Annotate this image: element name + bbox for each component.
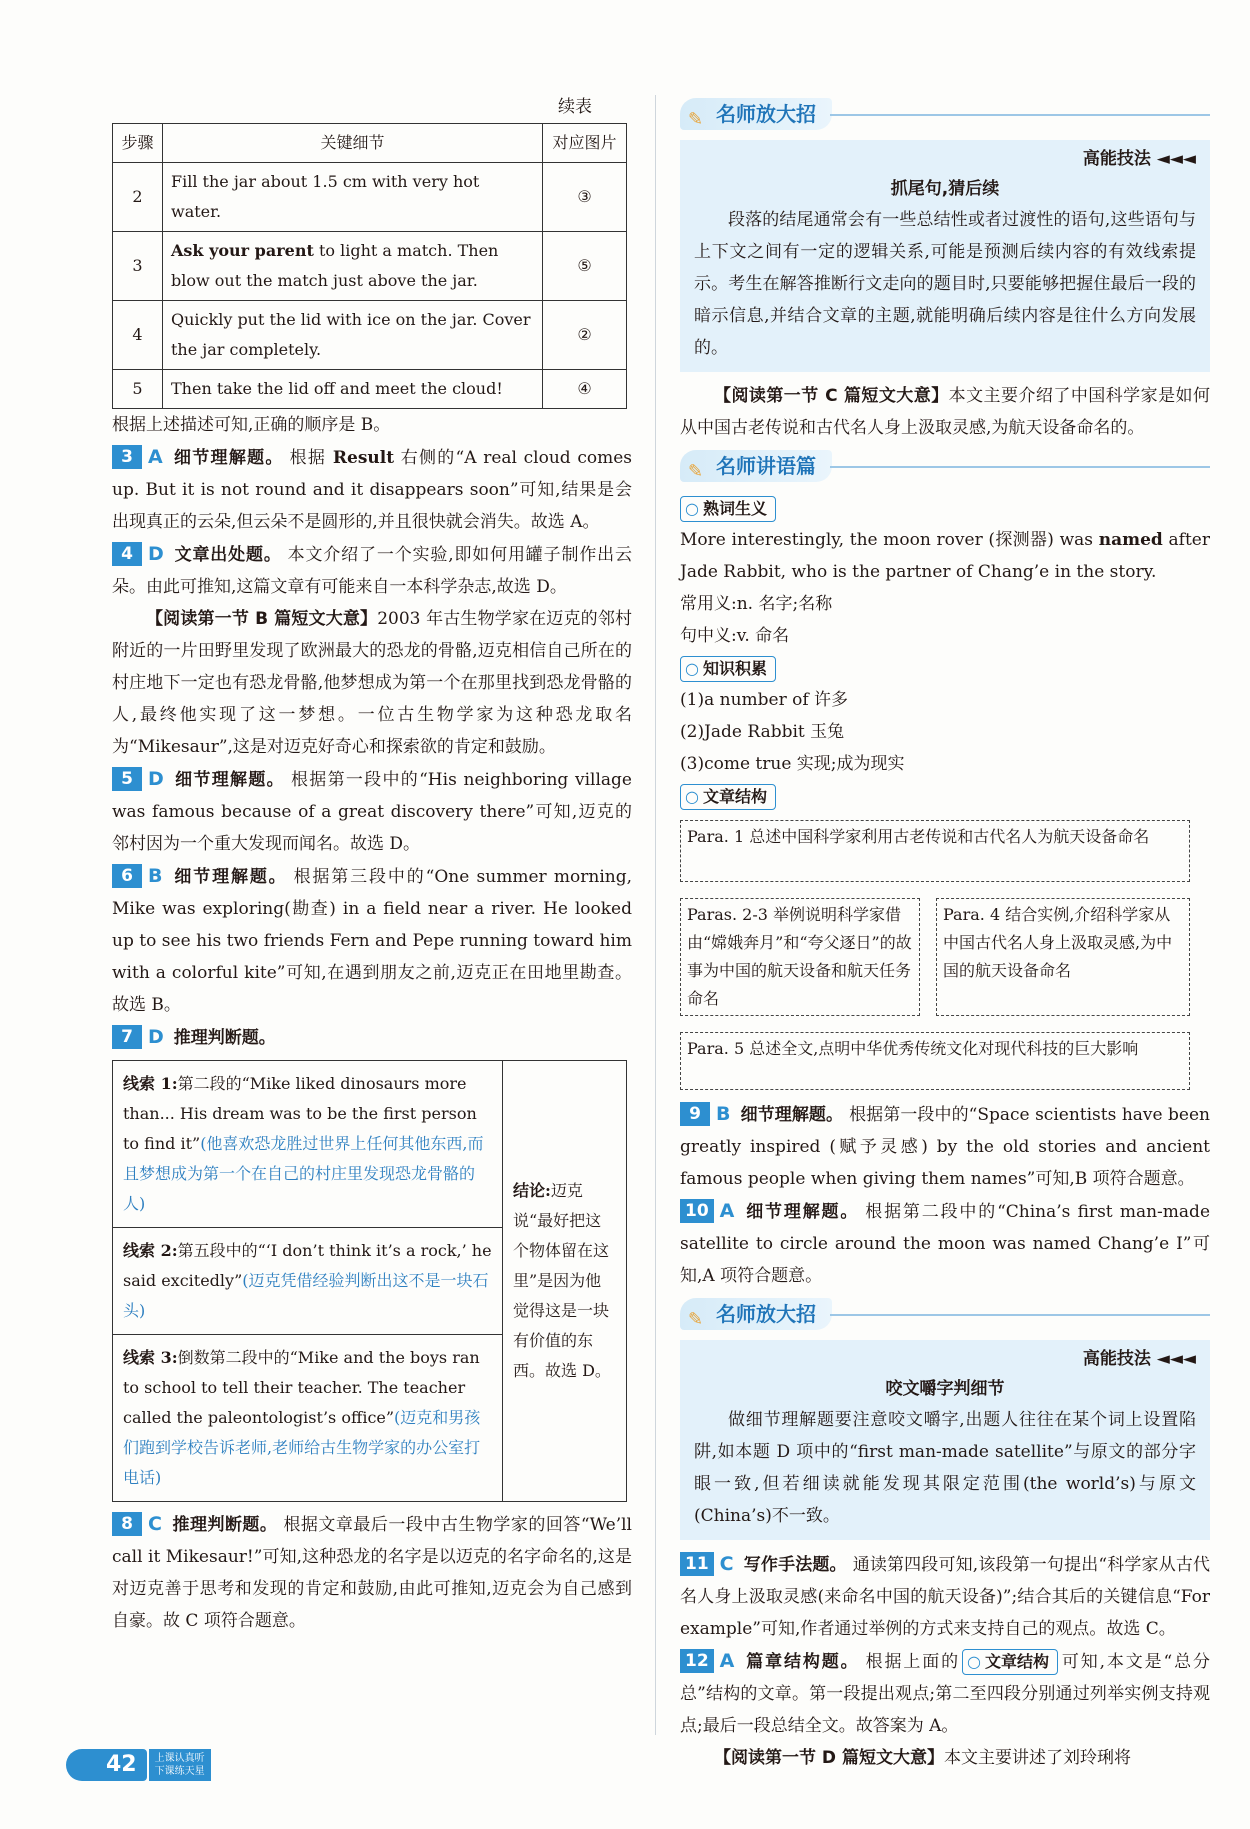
summary-heading: 【阅读第一节 B 篇短文大意】 — [146, 609, 378, 629]
search-icon: ○ — [685, 499, 699, 518]
sentence-text: after Jade Rabbit, who is the partner of Chang’e in the story. — [680, 530, 1210, 582]
clue-cell — [113, 1061, 503, 1228]
answer-7 — [112, 1021, 632, 1054]
picture-cell: ② — [543, 301, 627, 370]
vocab-sentence — [680, 524, 1210, 588]
clues-table — [112, 1060, 627, 1502]
skill-label: 高能技法 ◄◄◄ — [1082, 149, 1196, 169]
clue-row — [113, 1061, 627, 1228]
summary-text: 2003 年古生物学家在迈克的邻村附近的一片田野里发现了欧洲最大的恐龙的骨骼,迈克相信自己所在的村庄地下一定也有恐龙骨骼,他梦想成为第一个在那里找到恐龙骨骼的人,最终他实现了这一梦想。一位古生物学家为这种恐龙取名为“Mikesaur”,这是对迈克好奇心和探索欲的肯定和鼓励。 — [112, 609, 632, 757]
answer-letter: D — [148, 543, 164, 565]
step-cell: 5 — [113, 370, 163, 409]
answer-text: 根据第一段中的“Space scientists have been greatly inspired (赋予灵感) by the old stories and ancient famous people when giving them names”可知,B 项符合题意。 — [680, 1105, 1211, 1189]
clue-note: (迈克和男孩们跑到学校告诉老师,老师给古生物学家的办公室打电话) — [123, 1408, 481, 1487]
knowledge-item: (2)Jade Rabbit 玉兔 — [680, 722, 845, 742]
clue-label: 线索 3: — [123, 1348, 178, 1367]
step-cell: 2 — [113, 163, 163, 232]
question-number: 10 — [680, 1199, 714, 1223]
tag-label: 文章结构 — [702, 787, 767, 806]
para-2-3-box: Paras. 2-3 举例说明科学家借由“嫦娥奔月”和“夸父逐日”的故事为中国的航天设备和航天任务命名 — [680, 898, 920, 1016]
tip-banner — [680, 96, 1210, 134]
answer-text: 通读第四段可知,该段第一句提出“科学家从古代名人身上汲取灵感(来命名中国的航天设备)”;结合其后的关键信息“For example”可知,作者通过举例的方式来支持自己的观点。故选 C。 — [680, 1555, 1210, 1639]
structure-tag — [680, 784, 776, 810]
question-type: 细节理解题。 — [172, 448, 284, 468]
lecture-banner — [680, 448, 1210, 486]
answer-4 — [112, 538, 632, 603]
detail-cell — [163, 232, 543, 301]
picture-cell: ④ — [543, 370, 627, 409]
answer-text: 根据第一段中的“His neighboring village was famous because of a great discovery there”可知,迈克的邻村因为一个重大发现而闻名。故选 D。 — [112, 770, 632, 854]
summary-heading: 【阅读第一节 D 篇短文大意】 — [714, 1748, 944, 1768]
clue-label: 线索 1: — [123, 1074, 178, 1093]
sentence-bold: named — [1098, 530, 1163, 550]
answer-text: 根据 — [289, 448, 333, 468]
left-column — [112, 92, 632, 1637]
tag-label: 知识积累 — [702, 659, 767, 678]
table-continued-label: 续表 — [558, 97, 592, 117]
question-number: 3 — [112, 445, 142, 469]
question-type: 细节理解题。 — [172, 867, 288, 887]
question-number: 11 — [680, 1552, 714, 1576]
tag-label: 文章结构 — [984, 1652, 1049, 1671]
answer-text: 根据第三段中的“One summer morning, Mike was exploring(勘查) in a field near a river. He looked up to see his two friends Fern and Pepe running toward him with a colorful kite”可知,在遇到朋友之前,迈克正在田地里勘查。故选 B。 — [112, 867, 633, 1015]
question-number: 7 — [112, 1025, 142, 1049]
page-footer — [66, 1749, 211, 1789]
answer-text: 根据文章最后一段中古生物学家的回答“We’ll call it Mikesaur!”可知,这种恐龙的名字是以迈克的名字命名的,这是对迈克善于思考和发现的肯定和鼓励,由此可推知,迈克会为自己感到自豪。故 C 项符合题意。 — [112, 1515, 632, 1631]
search-icon: ○ — [685, 659, 699, 678]
detail-text: Fill the jar about 1.5 cm with very hot water. — [171, 172, 480, 221]
answer-letter: D — [148, 1026, 164, 1048]
question-type: 推理判断题。 — [173, 1028, 276, 1048]
lecture-section — [680, 492, 1210, 1090]
answer-text: 根据第二段中的“China’s first man-made satellite to circle around the moon was named Chang’e I”可知,A 项符合题意。 — [680, 1202, 1211, 1286]
knowledge-tag — [680, 656, 776, 682]
summary-c — [680, 380, 1210, 444]
answer-letter: C — [148, 1513, 162, 1535]
knowledge-item: (3)come true 实现;成为现实 — [680, 754, 905, 774]
banner-tag — [680, 1298, 832, 1330]
sentence-text: More interestingly, the moon rover (探测器) was — [680, 530, 1099, 550]
question-number: 9 — [680, 1102, 710, 1126]
tag-label: 熟词生义 — [702, 499, 767, 518]
page-number: 42 — [66, 1749, 147, 1781]
detail-text: Quickly put the lid with ice on the jar. Cover the jar completely. — [171, 310, 531, 359]
summary-text: 本文主要讲述了刘玲琍将 — [943, 1748, 1131, 1768]
question-number: 6 — [112, 864, 142, 888]
question-type: 细节理解题。 — [173, 770, 285, 790]
answer-12 — [680, 1645, 1210, 1742]
banner-label: 名师讲语篇 — [716, 454, 816, 478]
clue-text: 第二段的“Mike liked dinosaurs more than... His dream was to be the first person to find it” — [123, 1074, 477, 1153]
picture-cell: ⑤ — [543, 232, 627, 301]
banner-line — [830, 114, 1210, 116]
common-meaning: 常用义:n. 名字;名称 — [680, 594, 833, 614]
question-type: 细节理解题。 — [744, 1202, 860, 1222]
table-row — [113, 163, 627, 232]
question-number: 8 — [112, 1512, 142, 1536]
clue-cell — [113, 1228, 503, 1335]
table-row — [113, 301, 627, 370]
table-header: 步骤 — [113, 124, 163, 163]
banner-tag — [680, 450, 832, 482]
question-type: 推理判断题。 — [171, 1515, 278, 1535]
slogan-line: 上课认真听 — [154, 1753, 205, 1764]
picture-cell: ③ — [543, 163, 627, 232]
question-type: 细节理解题。 — [740, 1105, 844, 1125]
answer-9 — [680, 1098, 1210, 1195]
answer-letter: C — [719, 1553, 734, 1575]
structure-tag-inline — [962, 1649, 1058, 1675]
detail-text: Then take the lid off and meet the cloud! — [171, 379, 503, 398]
answer-text: 本文介绍了一个实验,即如何用罐子制作出云朵。由此可推知,这篇文章有可能来自一本科学杂志,故选 D。 — [112, 545, 632, 597]
clue-conclusion-cell — [503, 1061, 627, 1502]
answer-6 — [112, 860, 632, 1021]
summary-b — [112, 603, 632, 763]
answer-8 — [112, 1508, 632, 1637]
summary-heading: 【阅读第一节 C 篇短文大意】 — [714, 386, 949, 406]
answer-3 — [112, 441, 632, 538]
tip-title: 咬文嚼字判细节 — [885, 1379, 1005, 1399]
context-meaning: 句中义:v. 命名 — [680, 626, 790, 646]
skill-label: 高能技法 ◄◄◄ — [1082, 1349, 1196, 1369]
answer-text: 根据上面的 — [865, 1652, 960, 1672]
answer-letter: A — [719, 1200, 735, 1222]
vocab-tag — [680, 496, 776, 522]
answer-11 — [680, 1548, 1210, 1645]
tip-banner — [680, 1296, 1210, 1334]
answer-5 — [112, 763, 632, 860]
answer-text: 右侧的“A real cloud comes up. But it is not round and it disappears soon”可知,结果是会出现真正的云朵,但云朵不是圆形的,并且很快就会消失。故选 A。 — [112, 448, 633, 532]
question-type: 写作手法题。 — [743, 1555, 847, 1575]
clue-note: (迈克凭借经验判断出这不是一块石头) — [123, 1271, 489, 1320]
teacher-icon: ✎ — [688, 109, 704, 130]
clue-text: 倒数第二段中的“Mike and the boys ran to school to tell their teacher. The teacher called the paleontologist’s office” — [123, 1348, 480, 1427]
answer-letter: B — [148, 865, 163, 887]
question-number: 12 — [680, 1649, 714, 1673]
footer-slogan — [149, 1749, 211, 1781]
clue-cell — [113, 1335, 503, 1502]
detail-cell — [163, 370, 543, 409]
tip-title: 抓尾句,猜后续 — [890, 179, 1000, 199]
clue-label: 线索 2: — [123, 1241, 178, 1260]
banner-tag — [680, 98, 832, 130]
table-header: 关键细节 — [163, 124, 543, 163]
table-row — [113, 370, 627, 409]
teacher-icon: ✎ — [688, 461, 704, 482]
banner-line — [830, 1314, 1210, 1316]
conclusion-label: 结论: — [513, 1181, 551, 1200]
summary-d — [680, 1742, 1210, 1774]
tip-box — [680, 1340, 1210, 1540]
banner-label: 名师放大招 — [716, 102, 816, 126]
summary-text: 本文主要介绍了中国科学家是如何从中国古老传说和古代名人身上汲取灵感,为航天设备命名的。 — [680, 386, 1210, 438]
question-number: 5 — [112, 767, 142, 791]
question-number: 4 — [112, 542, 142, 566]
clue-note: (他喜欢恐龙胜过世界上任何其他东西,而且梦想成为第一个在自己的村庄里发现恐龙骨骼的人) — [123, 1134, 484, 1213]
answer-letter: A — [719, 1650, 735, 1672]
answer-letter: A — [148, 446, 163, 468]
detail-bold: Ask your parent — [171, 241, 314, 260]
step-cell: 4 — [113, 301, 163, 370]
steps-table — [112, 123, 627, 409]
teacher-icon: ✎ — [688, 1309, 704, 1330]
knowledge-item: (1)a number of 许多 — [680, 690, 849, 710]
search-icon: ○ — [966, 1652, 981, 1671]
table-row — [113, 232, 627, 301]
answer-text: 可知,本文是“总分总”结构的文章。第一段提出观点;第二至四段分别通过列举实例支持观点;最后一段总结全文。故答案为 A。 — [680, 1652, 1210, 1736]
table-header: 对应图片 — [543, 124, 627, 163]
question-type: 文章出处题。 — [173, 545, 282, 565]
structure-diagram — [680, 820, 1210, 1090]
detail-text: to light a match. Then blow out the match just above the jar. — [171, 241, 499, 290]
banner-label: 名师放大招 — [716, 1302, 816, 1326]
answer-bold: Result — [332, 448, 395, 468]
tip-text: 段落的结尾通常会有一些总结性或者过渡性的语句,这些语句与上下文之间有一定的逻辑关系,可能是预测后续内容的有效线索提示。考生在解答推断行文走向的题目时,只要能够把握住最后一段的暗示信息,并结合文章的主题,就能明确后续内容是往什么方向发展的。 — [694, 210, 1196, 358]
detail-cell — [163, 163, 543, 232]
banner-line — [830, 466, 1210, 468]
tip-text: 做细节理解题要注意咬文嚼字,出题人往往在某个词上设置陷阱,如本题 D 项中的“first man-made satellite”与原文的部分字眼一致,但若细读就能发现其限定范围(the world’s)与原文(China’s)不一致。 — [694, 1410, 1196, 1526]
clue-text: 第五段中的“‘I don’t think it’s a rock,’ he said excitedly” — [123, 1241, 492, 1290]
para-5-box: Para. 5 总述全文,点明中华优秀传统文化对现代科技的巨大影响 — [680, 1032, 1190, 1090]
conclusion-line: 根据上述描述可知,正确的顺序是 B。 — [112, 415, 391, 435]
table-header-row — [113, 124, 627, 163]
question-type: 篇章结构题。 — [744, 1652, 860, 1672]
column-divider — [655, 95, 656, 1735]
tip-box — [680, 140, 1210, 372]
answer-letter: B — [716, 1103, 731, 1125]
detail-cell — [163, 301, 543, 370]
answer-10 — [680, 1195, 1210, 1292]
conclusion-text: 迈克说“最好把这个物体留在这里”是因为他觉得这是一块有价值的东西。故选 D。 — [513, 1181, 611, 1380]
step-cell: 3 — [113, 232, 163, 301]
para-4-box: Para. 4 结合实例,介绍科学家从中国古代名人身上汲取灵感,为中国的航天设备命名 — [936, 898, 1190, 1016]
slogan-line: 下课练天星 — [154, 1766, 205, 1777]
para-1-box: Para. 1 总述中国科学家利用古老传说和古代名人为航天设备命名 — [680, 820, 1190, 882]
search-icon: ○ — [685, 787, 699, 806]
right-column — [680, 92, 1210, 1774]
answer-letter: D — [148, 768, 164, 790]
